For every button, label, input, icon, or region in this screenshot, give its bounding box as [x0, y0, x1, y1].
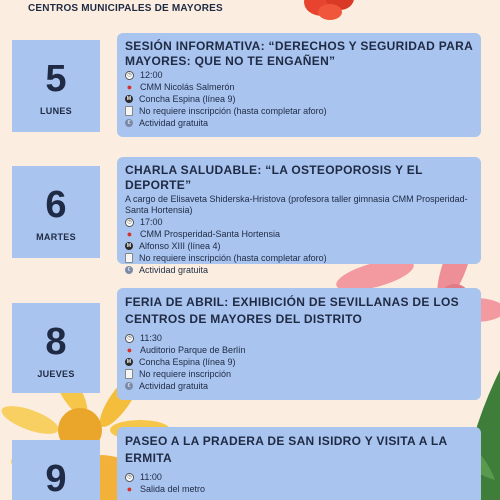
event-price-row	[125, 380, 473, 392]
event-card	[117, 157, 481, 275]
event-time: 11:30	[140, 333, 162, 343]
event-location: Auditorio Parque de Berlín	[140, 345, 246, 355]
event-time-row	[125, 216, 473, 228]
document-icon	[125, 106, 133, 116]
event-title: FERIA DE ABRIL: EXHIBICIÓN DE SEVILLANAS DE LOS CENTROS DE MAYORES DEL DISTRITO	[125, 295, 459, 326]
coin-icon: €	[125, 266, 133, 274]
event-time: 11:00	[140, 472, 162, 482]
event-location: CMM Prosperidad-Santa Hortensia	[140, 229, 281, 239]
day-number: 5	[45, 58, 67, 100]
day-number: 9	[45, 458, 67, 500]
event-location-row	[125, 344, 473, 356]
event-location-row	[125, 228, 473, 240]
day-box	[12, 440, 100, 500]
metro-icon: M	[126, 359, 132, 365]
event-location-row	[125, 81, 473, 93]
event-metro-row	[125, 93, 473, 105]
day-name: MARTES	[36, 232, 76, 242]
day-box	[12, 303, 100, 393]
event-price-row	[125, 264, 473, 276]
map-pin-icon: ●	[126, 82, 133, 92]
event-registration-row	[125, 368, 473, 380]
map-pin-icon: ●	[126, 229, 133, 239]
event-time-row	[125, 471, 473, 483]
event-metro: Concha Espina (línea 9)	[139, 357, 236, 367]
event-subtitle: A cargo de Elisaveta Shiderska-Hristova (profesora taller gimnasia CMM Prosperidad-Santa Hortensia)	[125, 194, 468, 215]
metro-icon: M	[126, 96, 132, 102]
day-box	[12, 166, 100, 258]
event-metro: Alfonso XIII (línea 4)	[139, 241, 221, 251]
clock-icon: ◷	[125, 334, 134, 343]
event-registration: No requiere inscripción (hasta completar aforo)	[139, 253, 327, 263]
day-name: JUEVES	[37, 369, 75, 379]
document-icon	[125, 369, 133, 379]
event-title: CHARLA SALUDABLE: “LA OSTEOPOROSIS Y EL DEPORTE”	[125, 163, 423, 192]
clock-icon: ◷	[125, 71, 134, 80]
day-name: LUNES	[39, 106, 72, 116]
event-metro-row	[125, 240, 473, 252]
day-box	[12, 40, 100, 132]
event-title: PASEO A LA PRADERA DE SAN ISIDRO Y VISITA A LA ERMITA	[125, 434, 448, 465]
event-time-row	[125, 332, 473, 344]
event-registration: No requiere inscripción	[139, 369, 232, 379]
event-price: Actividad gratuita	[139, 381, 209, 391]
clock-icon: ◷	[125, 473, 134, 482]
map-pin-icon: ●	[126, 484, 133, 494]
event-card	[117, 427, 481, 500]
event-time: 12:00	[140, 70, 163, 80]
metro-icon: M	[126, 243, 132, 249]
event-price-row	[125, 117, 473, 129]
day-number: 8	[45, 321, 67, 363]
coin-icon: €	[125, 382, 133, 390]
event-title: SESIÓN INFORMATIVA: “DERECHOS Y SEGURIDAD PARA MAYORES: QUE NO TE ENGAÑEN”	[125, 39, 473, 68]
event-time-row	[125, 69, 473, 81]
event-card	[117, 288, 481, 400]
event-location: CMM Nicolás Salmerón	[140, 82, 235, 92]
map-pin-icon: ●	[126, 345, 133, 355]
day-number: 6	[45, 184, 67, 226]
event-metro: Concha Espina (línea 9)	[139, 94, 236, 104]
clock-icon: ◷	[125, 218, 134, 227]
event-location-row	[125, 483, 473, 495]
event-card	[117, 33, 481, 137]
event-metro-row	[125, 356, 473, 368]
event-registration: No requiere inscripción (hasta completar aforo)	[139, 106, 327, 116]
event-registration-row	[125, 105, 473, 117]
event-price: Actividad gratuita	[139, 118, 209, 128]
event-location: Salida del metro	[140, 484, 206, 494]
event-price: Actividad gratuita	[139, 265, 209, 275]
event-time: 17:00	[140, 217, 163, 227]
red-flower-decoration	[300, 0, 370, 25]
document-icon	[125, 253, 133, 263]
page-header: CENTROS MUNICIPALES DE MAYORES	[28, 3, 223, 14]
coin-icon: €	[125, 119, 133, 127]
event-registration-row	[125, 252, 473, 264]
